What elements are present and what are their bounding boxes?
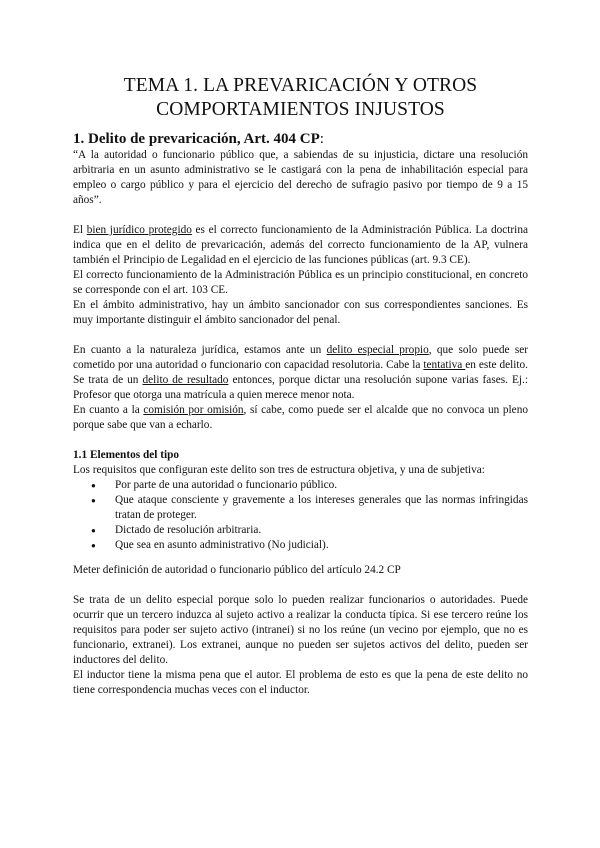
paragraph-principio-constitucional: El correcto funcionamiento de la Administración Pública es un principio constitucional, en concreto se corresponde con el art. 103 CE. bbox=[73, 269, 528, 296]
spacer bbox=[73, 553, 528, 563]
paragraph-delito-especial: Se trata de un delito especial porque solo lo pueden realizar funcionarios o autoridades. Puede ocurrir que un tercero induzca al sujeto activo a realizar la conducta típica. Si ese tercero reúne los requisitos para poder ser sujeto activo (intranei) si no los reúne (un vecino por ejemplo, que no es funcionario, extranei). Los extranei, aunque no pueden ser sujetos activos del delito, pueden ser inductores del delito. bbox=[73, 594, 528, 666]
requisitos-list bbox=[73, 478, 528, 553]
underlined-term: comisión por omisión bbox=[143, 404, 244, 416]
underlined-term: delito de resultado bbox=[142, 374, 229, 386]
article-quote: “A la autoridad o funcionario público que, a sabiendas de su injusticia, dictare una resolución arbitraria en un asunto administrativo se le castigará con la pena de inhabilitación especial para empleo o cargo público y para el ejercicio del derecho de sufragio pasivo por tiempo de 9 a 15 años”. bbox=[73, 149, 528, 206]
underlined-term: bien jurídico protegido bbox=[86, 224, 192, 236]
requisitos-intro: Los requisitos que configuran este delito son tres de estructura objetiva, y una de subjetiva: bbox=[73, 464, 485, 476]
list-item: ● Que sea en asunto administrativo (No judicial). bbox=[105, 538, 528, 553]
section-1-heading: 1. Delito de prevaricación, Art. 404 CP: bbox=[73, 131, 324, 147]
list-item: ● Dictado de resolución arbitraria. bbox=[105, 523, 528, 538]
title-line-1: TEMA 1. LA PREVARICACIÓN Y OTROS bbox=[123, 75, 478, 96]
spacer bbox=[73, 328, 528, 343]
document-title bbox=[73, 74, 528, 122]
underlined-term: delito especial propio bbox=[326, 344, 429, 356]
list-item: ● Por parte de una autoridad o funcionario público. bbox=[105, 478, 528, 493]
spacer bbox=[73, 578, 528, 593]
document-page bbox=[73, 74, 528, 698]
spacer bbox=[73, 433, 528, 448]
title-line-2: COMPORTAMIENTOS INJUSTOS bbox=[156, 99, 445, 120]
paragraph-meter-definicion: Meter definición de autoridad o funcionario público del artículo 24.2 CP bbox=[73, 564, 401, 576]
paragraph-inductor: El inductor tiene la misma pena que el autor. El problema de esto es que la pena de este delito no tiene correspondencia muchas veces con el inductor. bbox=[73, 669, 528, 696]
underlined-term: tentativa bbox=[423, 359, 466, 371]
paragraph-comision-omision: En cuanto a la comisión por omisión, sí cabe, como puede ser el alcalde que no convoca un pleno porque sabe que van a echarlo. bbox=[73, 404, 528, 431]
list-item: ● Que ataque consciente y gravemente a los intereses generales que las normas infringidas tratan de proteger. bbox=[105, 493, 528, 523]
paragraph-bien-juridico: El bien jurídico protegido es el correcto funcionamiento de la Administración Pública. La doctrina indica que en el delito de prevaricación, además del correcto funcionamiento de la AP, vulnera también el Principio de Legalidad en el ejercicio de las funciones públicas (art. 9.3 CE). bbox=[73, 224, 528, 266]
paragraph-naturaleza-juridica: En cuanto a la naturaleza jurídica, estamos ante un delito especial propio, que solo puede ser cometido por una autoridad o funcionario con capacidad resolutoria. Cabe la tentativa en este delito. Se trata de un delito de resultado entonces, porque dictar una resolución supone varias fases. Ej.: Profesor que otorga una matrícula a quien merece menor nota. bbox=[73, 344, 528, 401]
section-1-1-heading: 1.1 Elementos del tipo bbox=[73, 449, 180, 461]
spacer bbox=[73, 208, 528, 223]
paragraph-ambito-sancionador: En el ámbito administrativo, hay un ámbito sancionador con sus correspondientes sanciones. Es muy importante distinguir el ámbito sancionador del penal. bbox=[73, 299, 528, 326]
